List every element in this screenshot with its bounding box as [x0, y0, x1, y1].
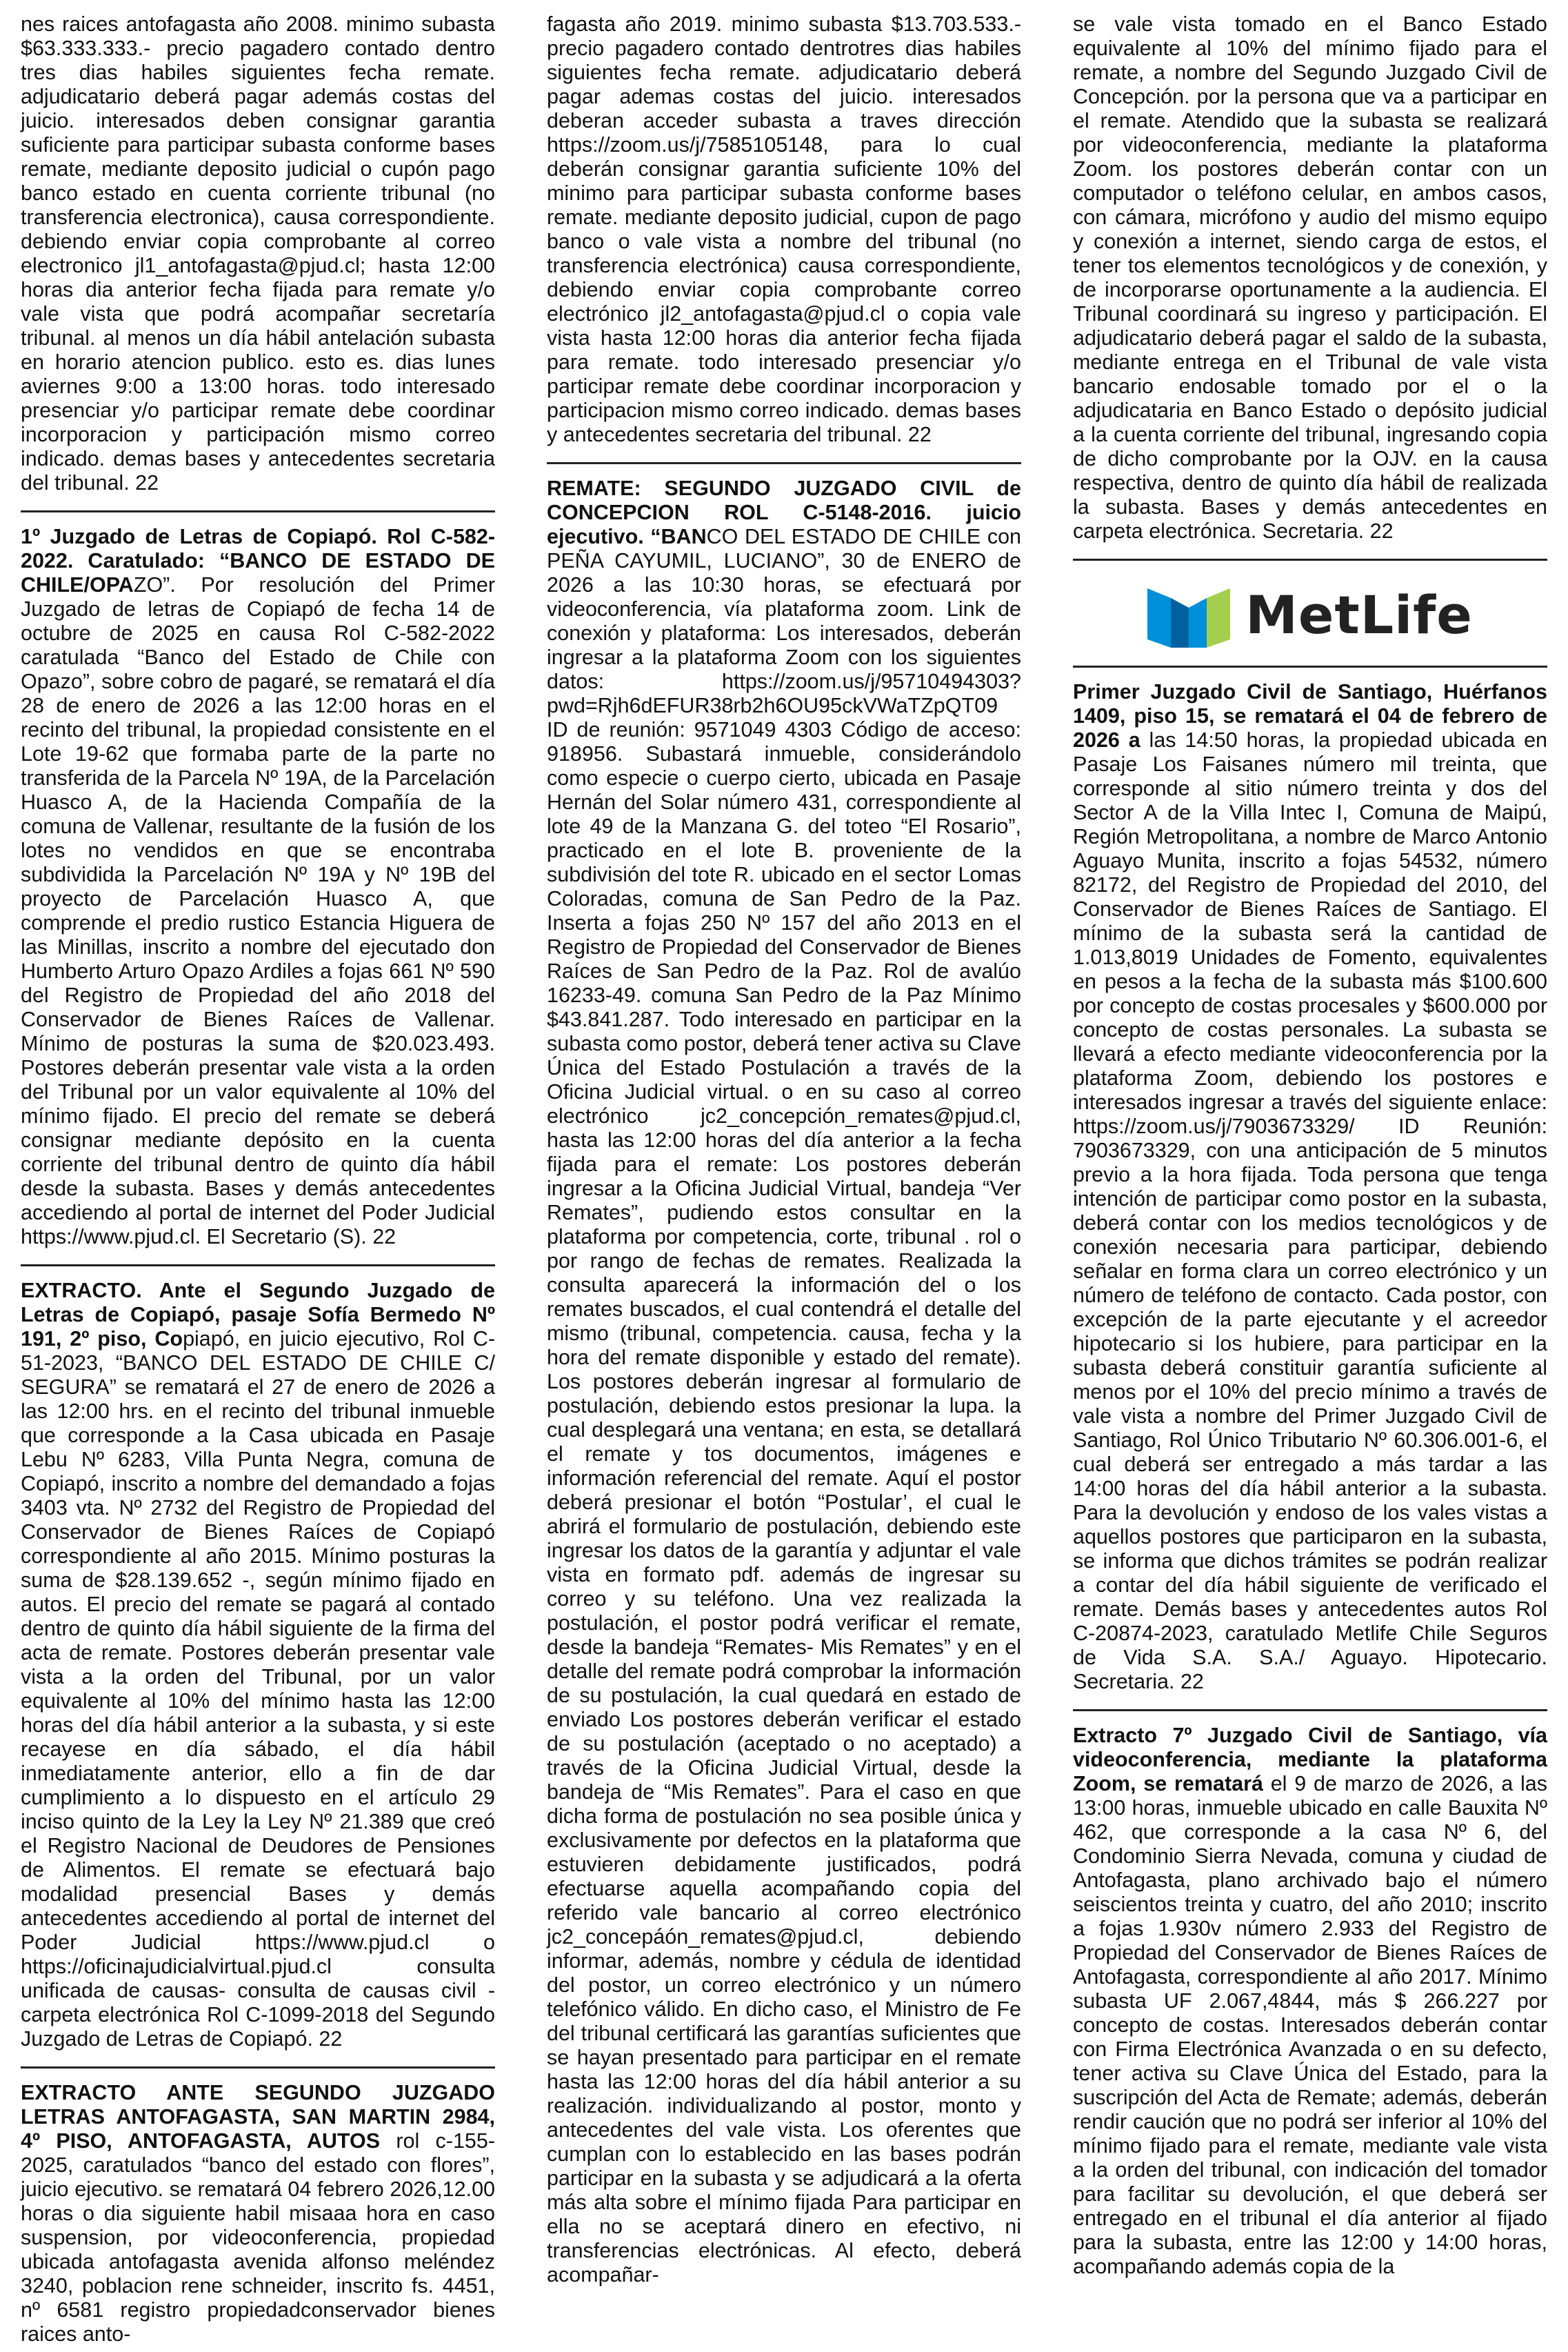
notice-body: se vale vista tomado en el Banco Estado equivalente al 10% del mínimo fijado para el remate, a nombre del Segundo Juzgado Civil de Concepción. por la persona que va a participar en el remate. Atendido que la subasta se realizará por videoconferencia, mediante la plataforma Zoom. los postores deberán contar con un computador o teléfono celular, en ambos casos, con cámara, micrófono y audio del mismo equipo y conexión a internet, siendo carga de estos, el tener tos elementos tecnológicos y de conexión, y de incorporarse oportunamente a la audiencia. El Tribunal coordinará su ingreso y participación. El adjudicatario deberá pagar el saldo de la subasta, mediante entrega en el Tribunal de vale vista bancario endosable tomado por el o la adjudicataria en Banco Estado o depósito judicial a la cuenta corriente del tribunal, ingresando copia de dicho comprobante por la OJV. en la causa respectiva, dentro de quinto día hábil de realizada la subasta. Bases y demás antecedentes en carpeta electrónica. Secretaria. 22: [1073, 12, 1547, 543]
notice-3-3: [1073, 1724, 1547, 2284]
separator: [547, 462, 1021, 464]
notice-2-1: [547, 12, 1021, 452]
column-1: [21, 12, 496, 2346]
separator: [21, 2066, 495, 2069]
separator: [1073, 1709, 1547, 1711]
notice-1-4: [21, 2081, 495, 2352]
notice-body: las 14:50 horas, la propiedad ubicada en Pasaje Los Faisanes número mil treinta, que corresponde al sitio número treinta y dos del Sector A de la Villa Intec I, Comuna de Maipú, Región Metropolitana, a nombre de Marco Antonio Aguayo Munita, inscrito a fojas 54532, número 82172, del Registro de Propiedad del 2010, del Conservador de Bienes Raíces de Santiago. El mínimo de la subasta será la cantidad de 1.013,8019 Unidades de Fomento, equivalentes en pesos a la fecha de la subasta más $100.600 por concepto de costas procesales y $600.000 por concepto de costas personales. La subasta se llevará a efecto mediante videoconferencia por la plataforma Zoom, debiendo los postores e interesados ingresar a través del siguiente enlace: https://zoom.us/j/7903673329/ ID Reunión: 7903673329, con una anticipación de 5 minutos previo a la hora fijada. Toda persona que tenga intención de participar como postor en la subasta, deberá contar con los medios tecnológicos y de conexión necesaria para participar, debiendo señalar en forma clara un correo electrónico y un número de teléfono de contacto. Cada postor, con excepción de la parte ejecutante y el acreedor hipotecario si los hubiere, para participar en la subasta deberá constituir garantía suficiente al menos por el 10% del precio mínimo a través de vale vista a nombre del Primer Juzgado Civil de Santiago, Rol Único Tributario Nº 60.306.001-6, el cual deberá ser entregado a más tardar a las 14:00 horas del día hábil anterior a la subasta. Para la devolución y endoso de los vales vistas a aquellos postores que participaron en la subasta, se informa que dichos trámites se podrán realizar a contar del día hábil siguiente de verificado el remate. Demás bases y antecedentes autos Rol C-20874-2023, caratulado Metlife Chile Seguros de Vida S.A. S.A./ Aguayo. Hipotecario. Secretaria. 22: [1073, 728, 1547, 1693]
notice-body: fagasta año 2019. minimo subasta $13.703.533.- precio pagadero contado dentrotres dias habiles siguientes fecha remate. adjudicatario deberá pagar ademas costas del juicio. interesados deberan acceder subasta a traves dirección https://zoom.us/j/7585105148, para lo cual deberán consignar garantia suficiente 10% del minimo para participar subasta conforme bases remate. mediante deposito judicial, cupon de pago banco o vale vista a nombre del tribunal (no transferencia electrónica) causa correspondiente, debiendo enviar copia comprobante correo electrónico jl2_antofagasta@pjud.cl o copia vale vista hasta 12:00 horas dia anterior fecha fijada para remate. todo interesado presenciar y/o participar remate debe coordinar incorporacion y participacion mismo correo indicado. demas bases y antecedentes secretaria del tribunal. 22: [547, 12, 1021, 446]
notice-body: CO DEL ESTADO DE CHILE con PEÑA CAYUMIL, LUCIANO”, 30 de ENERO de 2026 a las 10:30 horas, se efectuará por videoconferencia, vía plataforma zoom. Link de conexión y plataforma: Los interesados, deberán ingresar a la plataforma Zoom con los siguientes datos: https://zoom.us/j/95710494303?pwd=Rjh6dEFUR38rb2h6OU95ckVWaTZpQT09 ID de reunión: 9571049 4303 Código de acceso: 918956. Subastará inmueble, considerándolo como especie o cuerpo cierto, ubicada en Pasaje Hernán del Solar número 431, correspondiente al lote 49 de la Manzana G. del toteo “El Rosario”, practicado en el lote B. proveniente de la subdivisión del tote R. ubicado en el sector Lomas Coloradas, comuna de San Pedro de la Paz. Inserta a fojas 250 Nº 157 del año 2013 en el Registro de Propiedad del Conservador de Bienes Raíces de San Pedro de la Paz. Rol de avalúo 16233-49. comuna San Pedro de la Paz Mínimo $43.841.287. Todo interesado en participar en la subasta como postor, deberá tener activa su Clave Única del Estado Postulación a través de la Oficina Judicial virtual. o en su caso al correo electrónico jc2_concepción_remates@pjud.cl, hasta las 12:00 horas del día anterior a la fecha fijada para el remate: Los postores deberán ingresar a la Oficina Judicial Virtual, bandeja “Ver Remates”, pudiendo estos consultar en la plataforma por competencia, corte, tribunal . rol o por rango de fechas de remates. Realizada la consulta aparecerá la información del o los remates buscados, el cual contendrá el detalle del mismo (tribunal, competencia. causa, fecha y la hora del remate disponible y estado del remate). Los postores deberán ingresar al formulario de postulación, debiendo estos presionar la lupa. la cual desplegará una ventana; en esta, se detallará el remate y tos documentos, imágenes e información referencial del remate. Aquí el postor deberá presionar el botón “Postular’, el cual le abrirá el formulario de postulación, debiendo este ingresar los datos de la garantía y adjuntar el vale vista en formato pdf. además de ingresar su correo y su teléfono. Una vez realizada la postulación, el postor podrá verificar el remate, desde la bandeja “Remates- Mis Remates” y en el detalle del remate podrá comprobar la información de su postulación, la cual quedará en estado de enviado Los postores deberán verificar el estado de su postulación (aceptado o no aceptado) a través de la Oficina Judicial Virtual, desde la bandeja de “Mis Remates”. Para el caso en que dicha forma de postulación no sea posible única y exclusivamente por defectos en la plataforma que estuvieren debidamente justificados, podrá efectuarse aquella acompañando copia del referido vale bancario al correo electrónico jc2_concepáón_remates@pjud.cl, debiendo informar, además, nombre y cédula de identidad del postor, un correo electrónico y un número telefónico válido. En dicho caso, el Ministro de Fe del tribunal certificará las garantías suficientes que se hayan presentado para participar en el remate hasta las 12:00 horas del día hábil anterior a su realización. individualizando al postor, monto y antecedentes del vale vista. Los oferentes que cumplan con lo establecido en las bases podrán participar en la subasta y se adjudicará a la oferta más alta sobre el mínimo fijada Para participar en ella no se aceptará dinero en efectivo, ni transferencias electrónicas. Al efecto, deberá acompañar-: [547, 525, 1021, 2286]
notice-1-2: [21, 525, 495, 1255]
notice-lead: Extracto 7º Juzgado Civil de Santiago, vía videoconferencia, mediante la plataforma Zoom, se rematará: [1073, 1724, 1547, 1795]
notice-lead: EXTRACTO ANTE SEGUNDO JUZGADO LETRAS ANTOFAGASTA, SAN MARTIN 2984, 4º PISO, ANTOFAGASTA, AUTOS: [21, 2081, 495, 2153]
column-3: [1073, 12, 1547, 2278]
notice-body: el 9 de marzo de 2026, a las 13:00 horas, inmueble ubicado en calle Bauxita Nº 462, que corresponde a la casa Nº 6, del Condominio Sierra Nevada, comuna y ciudad de Antofagasta, plano archivado bajo el número seiscientos treinta y cuatro, del año 2010; inscrito a fojas 1.930v número 2.933 del Registro de Propiedad del Conservador de Bienes Raíces de Antofagasta, correspondiente al año 2017. Mínimo subasta UF 2.067,4844, más $ 266.227 por concepto de costas. Interesados deberán contar con Firma Electrónica Avanzada o en su defecto, tener activa su Clave Única del Estado, para la suscripción del Acta de Remate; además, deberán rendir caución que no podrá ser inferior al 10% del mínimo fijado para el remate, mediante vale vista a la orden del tribunal, con indicación del tomador para facilitar su devolución, el que deberá ser entregado en el tribunal el día anterior al fijado para la subasta, entre las 12:00 y 14:00 horas, acompañando además copia de la: [1073, 1772, 1547, 2278]
notice-body: rol c-155-2025, caratulados “banco del estado con flores”, juicio ejecutivo. se rematará 04 febrero 2026,12.00 horas o dia siguiente habil misaaa hora en caso suspension, por videoconferencia, propiedad ubicada antofagasta avenida alfonso meléndez 3240, poblacion rene schneider, inscrito fs. 4451, nº 6581 registro propiedadconservador bienes raices anto-: [21, 2129, 496, 2346]
notice-2-2: [547, 477, 1021, 2293]
notice-3-2: [1073, 680, 1547, 1700]
separator: [21, 510, 495, 512]
notice-lead: 1º Juzgado de Letras de Copiapó. Rol C-582-2022. Caratulado: “BANCO DE ESTADO DE CHILE/OPA: [21, 525, 495, 597]
separator: [1073, 666, 1547, 668]
notice-1-1: [21, 12, 495, 501]
notice-lead: EXTRACTO. Ante el Segundo Juzgado de Letras de Copiapó, pasaje Sofía Bermedo Nº 191, 2º piso, Co: [21, 1279, 495, 1351]
separator: [1073, 559, 1547, 561]
notice-lead: Primer Juzgado Civil de Santiago, Huérfanos 1409, piso 15, se rematará el 04 de febrero de 2026 a: [1073, 680, 1547, 752]
notice-1-3: [21, 1279, 495, 2057]
notice-body: nes raices antofagasta año 2008. minimo subasta $63.333.333.- precio pagadero contado dentro tres dias habiles siguientes fecha remate. adjudicatario deberá pagar además costas del juicio. interesados deben consignar garantia suficiente para participar subasta conforme bases remate, mediante deposito judicial o cupón pago banco estado en cuenta corriente tribunal (no transferencia electronica), causa correspondiente. debiendo enviar copia comprobante al correo electronico jl1_antofagasta@pjud.cl; hasta 12:00 horas dia anterior fecha fijada para remate y/o vale vista que podrá acompañar secretaría tribunal. al menos un día hábil antelación subasta en horario atencion publico. esto es. dias lunes aviernes 9:00 a 13:00 horas. todo interesado presenciar y/o participar remate debe coordinar incorporacion y participación mismo correo indicado. demas bases y antecedentes secretaria del tribunal. 22: [21, 12, 495, 495]
notice-lead: REMATE: SEGUNDO JUZGADO CIVIL de CONCEPCION ROL C-5148-2016. juicio ejecutivo. “BAN: [547, 477, 1021, 548]
notice-body: piapó, en juicio ejecutivo, Rol C-51-2023, “BANCO DEL ESTADO DE CHILE C/ SEGURA” se rematará el 27 de enero de 2026 a las 12:00 hrs. en el recinto del tribunal inmueble que corresponde a la Casa ubicada en Pasaje Lebu Nº 6283, Villa Punta Negra, comuna de Copiapó, inscrito a nombre del demandado a fojas 3403 vta. Nº 2732 del Registro de Propiedad del Conservador de Bienes Raíces de Copiapó correspondiente al año 2015. Mínimo posturas la suma de $28.139.652 -, según mínimo fijado en autos. El precio del remate se pagará al contado dentro de quinto día hábil siguiente de la firma del acta de remate. Postores deberán presentar vale vista a la orden del Tribunal, por un valor equivalente al 10% del mínimo hasta las 12:00 horas del día hábil anterior a la subasta, y si este recayese en día sábado, el día hábil inmediatamente anterior, ello a fin de dar cumplimiento a lo dispuesto en el artículo 29 inciso quinto de la Ley la Ley Nº 21.389 que creó el Registro Nacional de Deudores de Pensiones de Alimentos. El remate se efectuará bajo modalidad presencial Bases y demás antecedentes accediendo al portal de internet del Poder Judicial https://www.pjud.cl o https://oficinajudicialvirtual.pjud.cl consulta unificada de causas- consulta de causas civil - carpeta electrónica Rol C-1099-2018 del Segundo Juzgado de Letras de Copiapó. 22: [21, 1327, 495, 2051]
column-2: [547, 12, 1021, 2286]
notice-3-1: [1073, 12, 1547, 549]
separator: [21, 1264, 495, 1266]
metlife-advert: [1073, 573, 1547, 656]
notices-page: [21, 12, 1547, 2346]
notice-body: ZO”. Por resolución del Primer Juzgado de letras de Copiapó de fecha 14 de octubre de 2025 en causa Rol C-582-2022 caratulada “Banco del Estado de Chile con Opazo”, sobre cobro de pagaré, se rematará el día 28 de enero de 2026 a las 12:00 horas en el recinto del tribunal, la propiedad consistente en el Lote 19-62 que formaba parte de la parte no transferida de la Parcela Nº 19A, de la Parcelación Huasco A, de la Hacienda Compañía de la comuna de Vallenar, resultante de la fusión de los lotes no vendidos en que se encontraba subdividida la Parcelación Nº 19A y Nº 19B del proyecto de Parcelación Huasco A, que comprende el predio rustico Estancia Higuera de las Minillas, inscrito a nombre del ejecutado don Humberto Arturo Opazo Ardiles a fojas 661 Nº 590 del Registro de Propiedad del año 2018 del Conservador de Bienes Raíces de Vallenar. Mínimo de posturas la suma de $20.023.493. Postores deberán presentar vale vista a la orden del Tribunal por un valor equivalente al 10% del mínimo fijado. El precio del remate se deberá consignar mediante depósito en la cuenta corriente del tribunal dentro de quinto día hábil desde la subasta. Bases y demás antecedentes accediendo al portal de internet del Poder Judicial https://www.pjud.cl. El Secretario (S). 22: [21, 573, 495, 1248]
metlife-brand-text: MetLife: [1245, 584, 1473, 646]
metlife-logo-icon: [1147, 581, 1230, 648]
